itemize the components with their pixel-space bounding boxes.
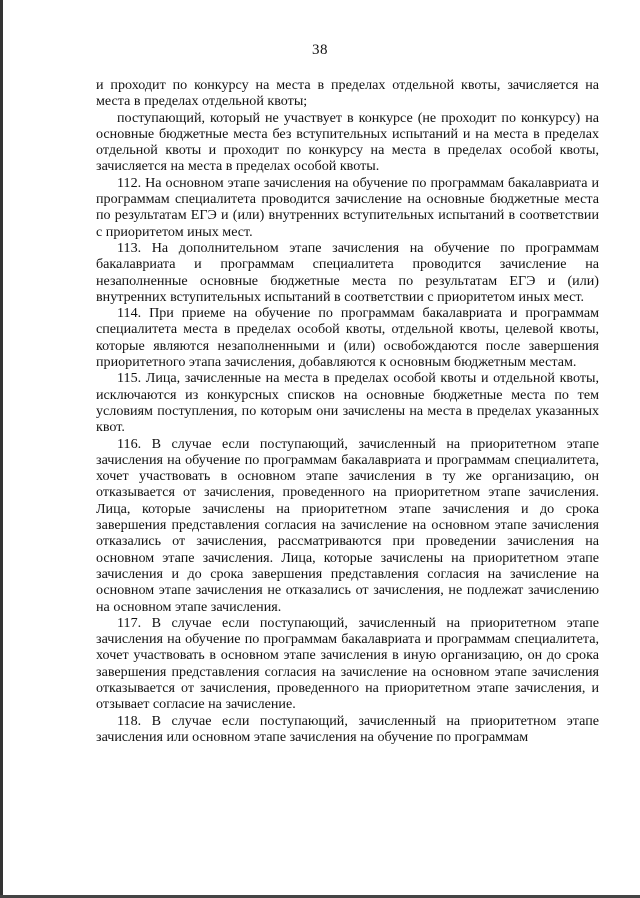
document-body	[96, 77, 599, 745]
page-number: 38	[312, 42, 328, 58]
paragraph-118: 118. В случае если поступающий, зачисленный на приоритетном этапе зачисления или основном этапе зачисления на обучение по программам	[96, 712, 599, 745]
paragraph: поступающий, который не участвует в конкурсе (не проходит по конкурсу) на основные бюджетные места без вступительных испытаний и на места в пределах отдельной квоты и проходит по конкурсу на места в пределах особой квоты, зачисляется на места в пределах особой квоты.	[96, 109, 599, 175]
paragraph-115: 115. Лица, зачисленные на места в пределах особой квоты и отдельной квоты, исключаются из конкурсных списков на основные бюджетные места по тем условиям поступления, по которым они зачислены на места в пределах указанных квот.	[96, 370, 599, 436]
paragraph-113: 113. На дополнительном этапе зачисления на обучение по программам бакалавриата и программам специалитета проводится зачисление на незаполненные основные бюджетные места по результатам ЕГЭ и (или) внутренних вступительных испытаний в соответствии с приоритетом иных мест.	[96, 239, 599, 305]
scan-edge-left	[0, 0, 3, 898]
paragraph-112: 112. На основном этапе зачисления на обучение по программам бакалавриата и программам специалитета проводится зачисление на основные бюджетные места по результатам ЕГЭ и (или) внутренних вступительных испытаний в соответствии с приоритетом иных мест.	[96, 174, 599, 240]
paragraph-117: 117. В случае если поступающий, зачисленный на приоритетном этапе зачисления на обучение по программам бакалавриата и программам специалитета, хочет участвовать в основном этапе зачисления в иную организацию, он до срока завершения представления согласия на зачисление на основном этапе зачисления отказывается от зачисления, проведенного на приоритетном этапе зачисления, и отзывает согласие на зачисление.	[96, 614, 599, 713]
paragraph: и проходит по конкурсу на места в пределах отдельной квоты, зачисляется на места в пределах отдельной квоты;	[96, 77, 599, 110]
paragraph-116: 116. В случае если поступающий, зачисленный на приоритетном этапе зачисления на обучение по программам бакалавриата и программам специалитета, хочет участвовать в основном этапе зачисления в ту же организацию, он отказывается от зачисления, проведенного на приоритетном этапе зачисления. Лица, которые зачислены на приоритетном этапе зачисления и до срока завершения представления согласия на зачисление на основном этапе зачисления отказались от зачисления, рассматриваются при проведении зачисления на основном этапе зачисления. Лица, которые зачислены на приоритетном этапе зачисления и до срока завершения представления согласия на зачисление на основном этапе зачисления не отказались от зачисления, не подлежат зачислению на основном этапе зачисления.	[96, 435, 599, 615]
paragraph-114: 114. При приеме на обучение по программам бакалавриата и программам специалитета места в пределах особой квоты, отдельной квоты, целевой квоты, которые являются незаполненными и (или) освобождаются после завершения приоритетного этапа зачисления, добавляются к основным бюджетным местам.	[96, 305, 599, 371]
